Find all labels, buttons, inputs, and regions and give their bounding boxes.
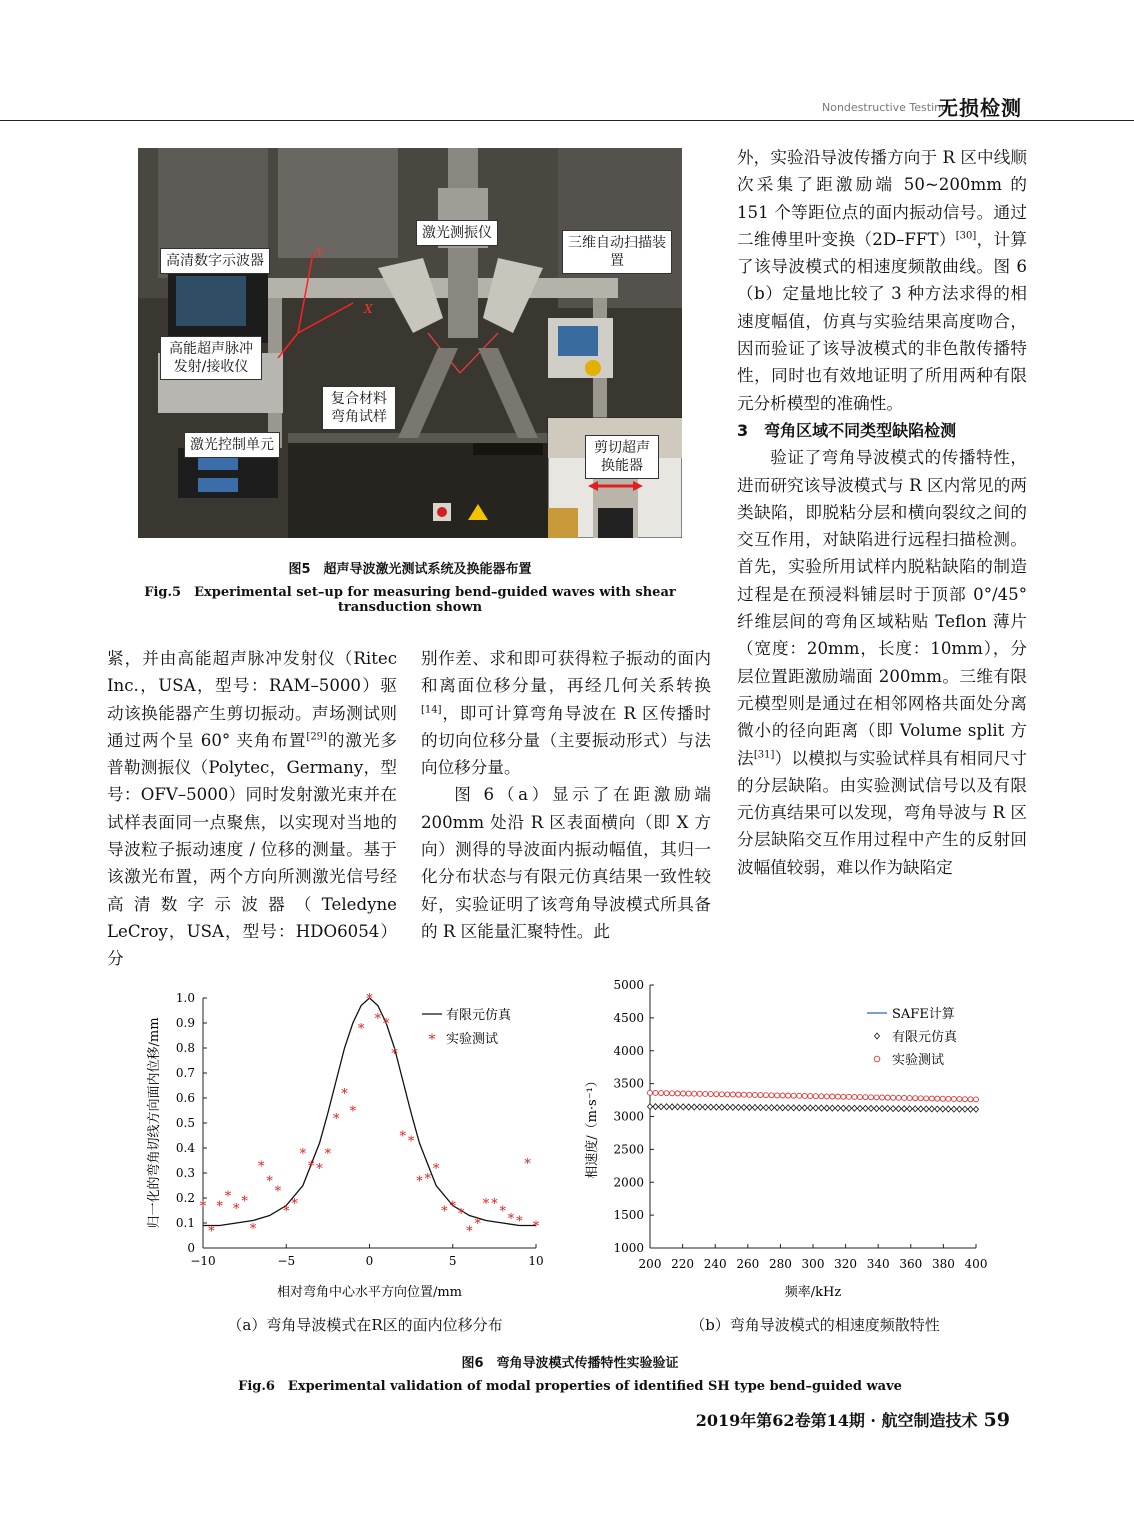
data-point-experiment: *: [324, 1147, 332, 1162]
data-point-fem: [913, 1106, 918, 1112]
paragraph-right-2: 验证了弯角导波模式的传播特性，进而研究该导波模式与 R 区内常见的两类缺陷，即脱粘分层和横向裂纹之间的交互作用，对缺陷进行远程扫描检测。首先，实验所用试样内脱粘缺陷的制造过程是在预浸料铺层时于顶部 0°/45° 纤维层间的弯角区域粘贴 Teflon 薄片（宽度：20mm，长度：10mm），分层位置距激励端面 200mm。三维有限元模型则是通过在相邻网格共面处分离微小的径向距离（即 Volume split 方法[31]）以模拟与实验试样具有相同尺寸的分层缺陷。由实验测试信号以及有限元仿真结果可以发现，弯角导波与 R 区分层缺陷交互作用过程中产生的反射回波幅值较弱，难以作为缺陷定: [737, 448, 1028, 877]
page-footer: [690, 1408, 1010, 1431]
label-specimen: 复合材料弯角试样: [322, 386, 396, 430]
data-point-experiment: *: [224, 1189, 232, 1205]
data-point-experiment: *: [474, 1217, 481, 1232]
data-point-experiment: *: [382, 1017, 390, 1032]
data-point-fem: [653, 1104, 658, 1110]
data-point-experiment: *: [283, 1204, 290, 1220]
x-tick-label: 260: [736, 1257, 760, 1271]
data-point-experiment: *: [516, 1214, 523, 1230]
data-point-experiment: [940, 1096, 945, 1101]
chart-6b: [580, 975, 1000, 1325]
data-point-fem: [929, 1106, 934, 1112]
label-pulser: 高能超声脉冲发射/接收仪: [160, 336, 262, 380]
data-point-fem: [869, 1105, 874, 1111]
data-point-experiment: [758, 1093, 763, 1098]
data-point-fem: [670, 1104, 675, 1110]
y-tick-label: 4000: [613, 1043, 644, 1058]
paragraph-right-1: 外，实验沿导波传播方向于 R 区中线顺次采集了距激励端 50~200mm 的 151 个等距位点的面内振动信号。通过二维傅里叶变换（2D–FFT）[30]，计算了该导波模式的相速度频散曲线。图 6（b）定量地比较了 3 种方法求得的相速度幅值，仿真与实验结果高度吻合，因而验证了该导波模式的非色散传播特性，同时也有效地证明了所用两种有限元分析模型的准确性。: [737, 148, 1027, 413]
data-point-fem: [714, 1104, 719, 1110]
text-column-right: [737, 144, 1027, 881]
y-tick-label: 1.0: [175, 991, 195, 1005]
data-point-fem: [880, 1106, 885, 1112]
data-point-fem: [962, 1106, 967, 1112]
legend-label-safe: SAFE计算: [892, 1007, 955, 1022]
data-point-experiment: [797, 1093, 802, 1098]
data-point-fem: [764, 1105, 769, 1111]
label-laser-control: 激光控制单元: [184, 432, 280, 458]
x-tick-label: 360: [899, 1257, 923, 1271]
data-point-fem: [775, 1105, 780, 1111]
data-point-experiment: *: [482, 1197, 490, 1212]
y-tick-label: 0.9: [175, 1016, 195, 1030]
data-point-fem: [719, 1104, 724, 1110]
data-point-experiment: *: [266, 1174, 273, 1190]
figure5-photo: [138, 148, 682, 538]
data-point-experiment: [857, 1095, 862, 1100]
data-point-fem: [841, 1105, 846, 1111]
data-point-experiment: *: [208, 1224, 215, 1240]
y-tick-label: 0.4: [175, 1141, 195, 1155]
data-point-fem: [946, 1106, 951, 1112]
data-point-fem: [692, 1104, 697, 1110]
data-point-experiment: [725, 1092, 730, 1097]
data-point-experiment: [653, 1090, 658, 1095]
y-tick-label: 4500: [613, 1010, 644, 1025]
data-point-fem: [681, 1104, 686, 1110]
data-point-experiment: *: [457, 1207, 465, 1222]
data-point-fem: [697, 1104, 702, 1110]
data-point-fem: [786, 1105, 791, 1111]
data-point-experiment: [935, 1096, 940, 1101]
x-axis-label: 频率/kHz: [784, 1285, 842, 1300]
data-point-experiment: [648, 1090, 653, 1095]
data-point-experiment: [692, 1091, 697, 1096]
data-point-fem: [835, 1105, 840, 1111]
data-point-experiment: [780, 1093, 785, 1098]
data-point-fem: [852, 1105, 857, 1111]
data-point-experiment: [852, 1094, 857, 1099]
data-point-experiment: [752, 1092, 757, 1097]
data-point-fem: [747, 1104, 752, 1110]
data-point-experiment: [907, 1096, 912, 1101]
y-tick-label: 2000: [613, 1175, 644, 1190]
data-point-experiment: *: [291, 1197, 298, 1212]
y-tick-label: 3000: [613, 1109, 644, 1124]
data-point-experiment: [924, 1096, 929, 1101]
data-point-experiment: *: [216, 1199, 223, 1215]
data-point-fem: [874, 1105, 879, 1111]
data-point-experiment: *: [441, 1204, 448, 1220]
data-point-experiment: *: [399, 1129, 407, 1145]
data-point-fem: [957, 1106, 962, 1112]
axis-label-y: Y: [316, 246, 324, 260]
data-point-experiment: *: [341, 1087, 348, 1102]
data-point-experiment: [841, 1094, 846, 1099]
data-point-experiment: *: [432, 1162, 440, 1177]
data-point-experiment: [670, 1091, 675, 1096]
paragraph-left: 紧，并由高能超声脉冲发射仪（Ritec Inc.，USA，型号：RAM–5000）驱动该换能器产生剪切振动。声场测试则通过两个呈 60° 夹角布置[29]的激光多普勒测振仪（Polytec，Germany，型号：OFV–5000）同时发射激光束并在试样表面同一点聚焦，以实现对当地的导波粒子振动速度 / 位移的测量。基于该激光布置，两个方向所测激光信号经高清数字示波器（Teledyne LeCroy，USA，型号：HDO6054）分: [107, 649, 398, 969]
data-point-fem: [730, 1104, 735, 1110]
label-vibrometer: 激光测振仪: [416, 220, 498, 246]
data-point-experiment: [835, 1094, 840, 1099]
data-point-experiment: [786, 1093, 791, 1098]
section-heading: 3 弯角区域不同类型缺陷检测: [737, 420, 957, 440]
data-point-experiment: *: [532, 1219, 540, 1235]
data-point-fem: [891, 1106, 896, 1112]
data-point-experiment: *: [307, 1159, 315, 1175]
data-point-fem: [968, 1106, 973, 1112]
chart-6b-caption: （b）弯角导波模式的相速度频散特性: [690, 1316, 940, 1334]
y-tick-label: 0.2: [175, 1191, 195, 1205]
data-point-experiment: *: [199, 1199, 207, 1215]
data-point-experiment: [880, 1095, 885, 1100]
y-tick-label: 1000: [613, 1241, 644, 1255]
data-point-experiment: *: [299, 1147, 307, 1162]
y-axis-label: 相速度/（m·s⁻¹）: [585, 1074, 600, 1179]
data-point-experiment: [675, 1091, 680, 1096]
data-point-experiment: [686, 1091, 691, 1096]
data-point-fem: [675, 1104, 680, 1110]
data-point-experiment: *: [366, 992, 373, 1007]
legend-label-fem: 有限元仿真: [892, 1030, 958, 1045]
x-tick-label: 380: [931, 1257, 955, 1271]
journal-name-en: Nondestructive Testing: [822, 101, 949, 114]
page-number: 59: [983, 1409, 1010, 1431]
label-oscilloscope: 高清数字示波器: [160, 248, 270, 274]
data-point-experiment: *: [332, 1112, 340, 1127]
data-point-experiment: [951, 1096, 956, 1101]
data-point-experiment: *: [449, 1199, 456, 1215]
data-point-experiment: [869, 1095, 874, 1100]
data-point-experiment: [946, 1096, 951, 1101]
data-point-experiment: [974, 1097, 979, 1102]
data-point-experiment: [802, 1093, 807, 1098]
text-column-left: [107, 645, 397, 973]
data-point-experiment: [896, 1095, 901, 1100]
data-point-experiment: *: [424, 1172, 432, 1187]
label-transducer: 剪切超声换能器: [585, 435, 659, 479]
journal-name-zh: 无损检测: [938, 96, 1022, 120]
data-point-fem: [736, 1104, 741, 1110]
data-point-fem: [819, 1105, 824, 1111]
legend-marker-fem: [875, 1033, 880, 1039]
data-point-experiment: *: [466, 1224, 473, 1240]
data-point-fem: [802, 1105, 807, 1111]
data-point-experiment: [846, 1094, 851, 1099]
x-tick-label: 280: [768, 1257, 792, 1271]
data-point-experiment: [697, 1091, 702, 1096]
data-point-experiment: [918, 1096, 923, 1101]
data-point-fem: [846, 1105, 851, 1111]
data-point-fem: [741, 1104, 746, 1110]
chart-6a-caption: （a）弯角导波模式在R区的面内位移分布: [227, 1316, 503, 1334]
x-tick-label: 320: [834, 1257, 858, 1271]
data-point-fem: [703, 1104, 708, 1110]
x-tick-label: 300: [801, 1257, 825, 1271]
data-point-experiment: [708, 1092, 713, 1097]
data-point-experiment: [764, 1093, 769, 1098]
y-tick-label: 3500: [613, 1076, 644, 1091]
paragraph-middle-2: 图 6（a）显示了在距激励端 200mm 处沿 R 区表面横向（即 X 方向）测得的导波面内振动幅值，其归一化分布状态与有限元仿真结果一致性较好，实验证明了该弯角导波模式所具备的 R 区能量汇聚特性。此: [421, 785, 711, 941]
figure5-caption-zh: 图5 超声导波激光测试系统及换能器布置: [288, 562, 532, 577]
x-tick-label: 5: [448, 1254, 457, 1268]
data-point-fem: [752, 1104, 757, 1110]
data-point-experiment: [962, 1097, 967, 1102]
x-tick-label: 0: [365, 1254, 374, 1268]
data-point-experiment: [808, 1094, 813, 1099]
data-point-experiment: *: [258, 1159, 265, 1175]
data-point-experiment: *: [349, 1104, 357, 1120]
data-point-experiment: [824, 1094, 829, 1099]
data-point-fem: [857, 1105, 862, 1111]
y-tick-label: 0.1: [175, 1216, 195, 1230]
data-point-fem: [659, 1104, 664, 1110]
data-point-experiment: [747, 1092, 752, 1097]
label-scanner: 三维自动扫描装置: [562, 230, 672, 274]
data-point-fem: [885, 1106, 890, 1112]
y-tick-label: 1500: [613, 1208, 644, 1223]
footer-issue: 2019年第62卷第14期 · 航空制造技术: [695, 1411, 978, 1430]
y-tick-label: 0.5: [175, 1116, 195, 1130]
data-point-experiment: [659, 1091, 664, 1096]
data-point-experiment: [957, 1097, 962, 1102]
data-point-experiment: *: [357, 1022, 365, 1037]
data-point-fem: [708, 1104, 713, 1110]
data-point-experiment: *: [499, 1204, 506, 1220]
data-point-experiment: *: [316, 1162, 323, 1177]
data-point-experiment: [681, 1091, 686, 1096]
data-point-fem: [808, 1105, 813, 1111]
data-point-experiment: [830, 1094, 835, 1099]
data-point-experiment: [902, 1095, 907, 1100]
data-point-fem: [940, 1106, 945, 1112]
legend-label-fem: 有限元仿真: [446, 1008, 512, 1023]
data-point-experiment: *: [274, 1184, 282, 1200]
data-point-experiment: [819, 1094, 824, 1099]
figure6-caption-en: Fig.6 Experimental validation of modal properties of identified SH type bend–guided wave: [238, 1379, 902, 1394]
data-point-experiment: *: [524, 1157, 531, 1172]
y-tick-label: 0: [187, 1241, 195, 1255]
paragraph-middle-1: 别作差、求和即可获得粒子振动的面内和离面位移分量，再经几何关系转换[14]，即可计算弯角导波在 R 区传播时的切向位移分量（主要振动形式）与法向位移分量。: [421, 649, 711, 778]
legend-marker-experiment: *: [428, 1032, 436, 1048]
data-point-fem: [758, 1105, 763, 1111]
data-point-experiment: *: [391, 1047, 398, 1062]
legend-marker-experiment: [874, 1056, 880, 1062]
data-point-experiment: [714, 1092, 719, 1097]
data-point-fem: [797, 1105, 802, 1111]
header-rule: [0, 120, 1134, 121]
data-point-experiment: *: [507, 1212, 515, 1227]
y-tick-label: 0.3: [175, 1166, 195, 1180]
axis-label-x: X: [364, 302, 373, 316]
data-point-experiment: [741, 1092, 746, 1097]
data-point-experiment: *: [249, 1222, 257, 1237]
data-point-experiment: [874, 1095, 879, 1100]
data-point-fem: [686, 1104, 691, 1110]
data-point-fem: [664, 1104, 669, 1110]
data-point-experiment: [775, 1093, 780, 1098]
data-point-fem: [896, 1106, 901, 1112]
data-point-experiment: *: [241, 1194, 248, 1210]
data-point-fem: [830, 1105, 835, 1111]
data-point-fem: [824, 1105, 829, 1111]
data-point-experiment: [968, 1097, 973, 1102]
data-point-experiment: *: [416, 1174, 423, 1190]
data-point-fem: [813, 1105, 818, 1111]
data-point-fem: [769, 1105, 774, 1111]
x-tick-label: 200: [638, 1257, 662, 1271]
data-point-fem: [951, 1106, 956, 1112]
figure6-caption-zh: 图6 弯角导波模式传播特性实验验证: [461, 1356, 679, 1371]
data-point-fem: [918, 1106, 923, 1112]
data-point-fem: [924, 1106, 929, 1112]
data-point-experiment: [891, 1095, 896, 1100]
data-point-fem: [791, 1105, 796, 1111]
data-point-experiment: [929, 1096, 934, 1101]
x-tick-label: 10: [528, 1254, 544, 1268]
data-point-experiment: *: [491, 1197, 498, 1212]
data-point-experiment: [913, 1096, 918, 1101]
data-point-experiment: [885, 1095, 890, 1100]
x-tick-label: −5: [277, 1254, 296, 1268]
x-axis-label: 相对弯角中心水平方向位置/mm: [276, 1285, 463, 1300]
y-tick-label: 2500: [613, 1142, 644, 1157]
legend-label-experiment: 实验测试: [446, 1032, 499, 1047]
y-tick-label: 5000: [613, 978, 644, 992]
x-tick-label: −10: [190, 1254, 216, 1268]
data-point-experiment: [730, 1092, 735, 1097]
data-point-fem: [935, 1106, 940, 1112]
x-tick-label: 340: [866, 1257, 890, 1271]
chart-6a: [140, 980, 560, 1325]
y-tick-label: 0.6: [175, 1091, 195, 1105]
y-axis-label: 归一化的弯角切线方向面内位移/mm: [147, 1017, 162, 1229]
x-tick-label: 220: [671, 1257, 695, 1271]
data-point-experiment: [719, 1092, 724, 1097]
data-point-experiment: *: [407, 1134, 415, 1150]
data-point-experiment: [664, 1091, 669, 1096]
data-point-experiment: [703, 1091, 708, 1096]
figure5-caption-en: Fig.5 Experimental set–up for measuring bend–guided waves with shear transduction shown: [144, 585, 676, 615]
data-point-experiment: [791, 1093, 796, 1098]
data-point-experiment: [813, 1094, 818, 1099]
data-point-fem: [974, 1106, 979, 1112]
x-tick-label: 400: [964, 1257, 988, 1271]
y-tick-label: 0.7: [175, 1066, 195, 1080]
y-tick-label: 0.8: [175, 1041, 195, 1055]
data-point-experiment: [736, 1092, 741, 1097]
data-point-fem: [648, 1104, 653, 1110]
data-point-fem: [907, 1106, 912, 1112]
data-point-fem: [780, 1105, 785, 1111]
legend-label-experiment: 实验测试: [892, 1053, 945, 1068]
data-point-experiment: [863, 1095, 868, 1100]
data-point-fem: [863, 1105, 868, 1111]
text-column-middle: [421, 645, 711, 945]
x-tick-label: 240: [703, 1257, 727, 1271]
data-point-experiment: [769, 1093, 774, 1098]
data-point-experiment: *: [233, 1202, 240, 1217]
data-point-fem: [902, 1106, 907, 1112]
data-point-experiment: *: [374, 1012, 382, 1027]
data-point-fem: [725, 1104, 730, 1110]
